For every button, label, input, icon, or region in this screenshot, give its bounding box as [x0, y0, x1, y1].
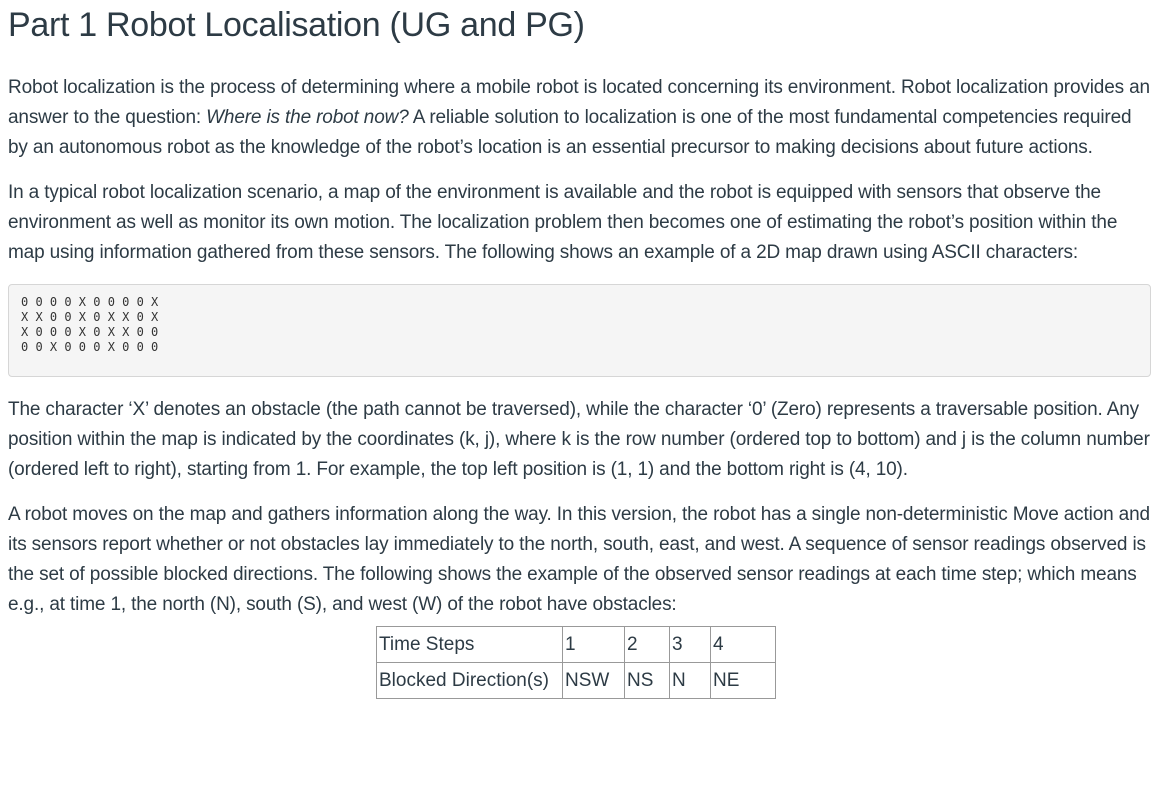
- blocked-direction-cell: NSW: [563, 663, 625, 699]
- time-step-cell: 1: [563, 627, 625, 663]
- map-code-block: [8, 284, 1151, 377]
- map-row-3: X 0 0 0 X 0 X X 0 0: [21, 325, 159, 339]
- sensor-paragraph: A robot moves on the map and gathers information along the way. In this version, the robot has a single non-deterministic Move action and its sensors report whether or not obstacles lay immediately to the north, south, east, and west. A sequence of sensor readings observed is the set of possible blocked directions. The following shows the example of the observed sensor readings at each time step; which means e.g., at time 1, the north (N), south (S), and west (W) of the robot have obstacles:: [8, 504, 1150, 615]
- blocked-direction-cell: NS: [625, 663, 670, 699]
- blocked-direction-cell: NE: [711, 663, 776, 699]
- map-row-4: 0 0 X 0 0 0 X 0 0 0: [21, 340, 159, 354]
- time-step-cell: 4: [711, 627, 776, 663]
- intro-text-start: Robot localization is the process of determining where a mobile robot is located concerning its environment. Robot localization provides an answer to the question:: [8, 77, 1150, 128]
- sensor-readings-table: [376, 626, 776, 699]
- map-row-2: X X 0 0 X 0 X X 0 X: [21, 310, 159, 324]
- intro-question-emphasis: Where is the robot now?: [206, 107, 409, 128]
- blocked-direction-cell: N: [670, 663, 711, 699]
- table-row: [377, 663, 776, 699]
- document-page: [8, 0, 1154, 699]
- blocked-directions-header: Blocked Direction(s): [377, 663, 563, 699]
- time-step-cell: 2: [625, 627, 670, 663]
- intro-text-end: A reliable solution to localization is one of the most fundamental competencies required by an autonomous robot as the knowledge of the robot’s location is an essential precursor to making decisions about future actions.: [8, 107, 1132, 158]
- scenario-paragraph: In a typical robot localization scenario, a map of the environment is available and the robot is equipped with sensors that observe the environment as well as monitor its own motion. The localization problem then becomes one of estimating the robot’s position within the map using information gathered from these sensors. The following shows an example of a 2D map drawn using ASCII characters:: [8, 182, 1118, 263]
- page-title: Part 1 Robot Localisation (UG and PG): [8, 6, 585, 44]
- map-code: [21, 295, 1138, 355]
- table-row: [377, 627, 776, 663]
- time-step-cell: 3: [670, 627, 711, 663]
- time-steps-header: Time Steps: [377, 627, 563, 663]
- map-row-1: 0 0 0 0 X 0 0 0 0 X: [21, 295, 159, 309]
- map-legend-paragraph: The character ‘X’ denotes an obstacle (the path cannot be traversed), while the character ‘0’ (Zero) represents a traversable position. Any position within the map is indicated by the coordinates (k, j), where k is the row number (ordered top to bottom) and j is the column number (ordered left to right), starting from 1. For example, the top left position is (1, 1) and the bottom right is (4, 10).: [8, 399, 1150, 480]
- intro-paragraph: [8, 73, 1154, 163]
